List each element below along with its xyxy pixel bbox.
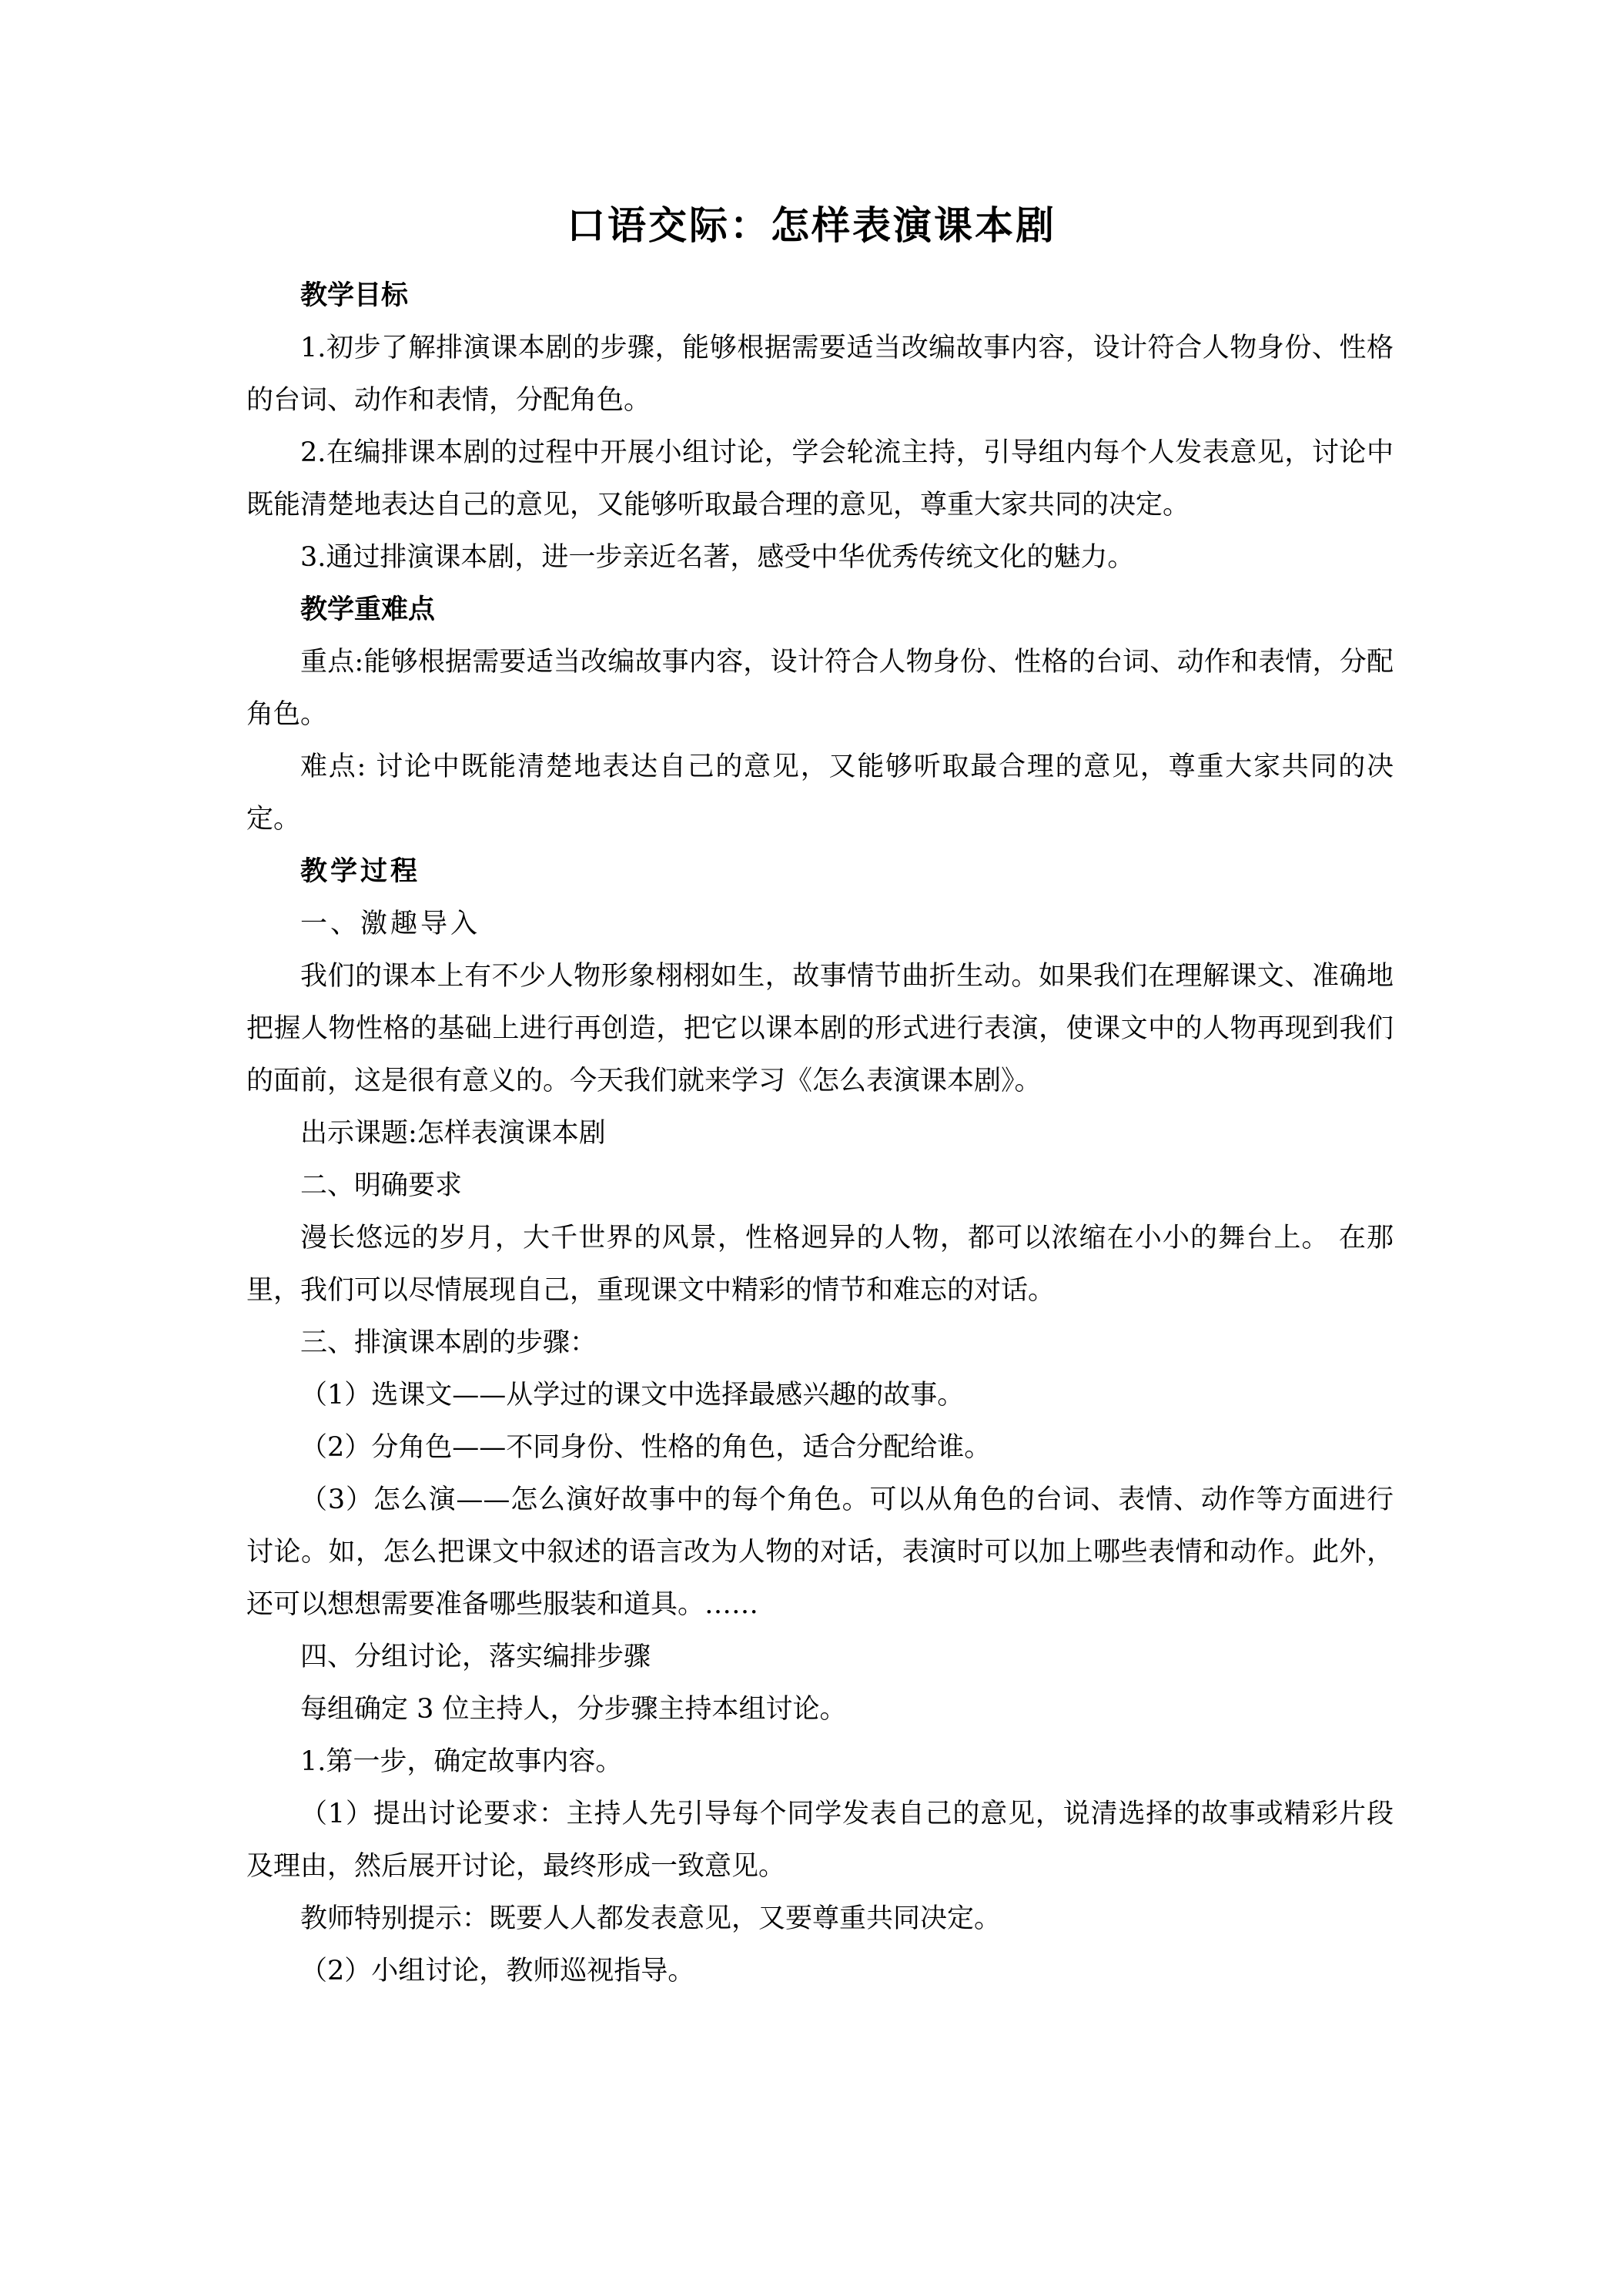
document-body (246, 269, 1394, 1997)
difficult-point: 难点: 讨论中既能清楚地表达自己的意见，又能够听取最合理的意见，尊重大家共同的决定。 (246, 751, 1394, 835)
step-1: （1）选课文——从学过的课文中选择最感兴趣的故事。 (300, 1380, 965, 1411)
teacher-tip: 教师特别提示：既要人人都发表意见，又要尊重共同决定。 (300, 1903, 1002, 1934)
section-4-heading: 四、分组讨论，落实编排步骤 (300, 1642, 651, 1672)
substep-1-item-1: （1）提出讨论要求：主持人先引导每个同学发表自己的意见，说清选择的故事或精彩片段及理由，然后展开讨论，最终形成一致意见。 (246, 1799, 1394, 1882)
section-3-heading: 三、排演课本剧的步骤： (300, 1327, 597, 1358)
heading-teaching-process: 教学过程 (300, 856, 421, 887)
section-2-heading: 二、明确要求 (300, 1170, 463, 1201)
section-2-text: 漫长悠远的岁月，大千世界的风景，性格迥异的人物，都可以浓缩在小小的舞台上。 在那里，我们可以尽情展现自己，重现课文中精彩的情节和难忘的对话。 (246, 1223, 1394, 1306)
substep-1-heading: 1.第一步，确定故事内容。 (300, 1746, 623, 1777)
heading-teaching-goals: 教学目标 (300, 280, 409, 311)
show-topic: 出示课题:怎样表演课本剧 (300, 1118, 606, 1149)
section-1-heading: 一、激趣导入 (300, 909, 481, 939)
document-title: 口语交际：怎样表演课本剧 (567, 203, 1056, 248)
section-4-intro: 每组确定 3 位主持人，分步骤主持本组讨论。 (300, 1694, 847, 1725)
step-2: （2）分角色——不同身份、性格的角色，适合分配给谁。 (300, 1432, 992, 1463)
goal-2: 2.在编排课本剧的过程中开展小组讨论，学会轮流主持，引导组内每个人发表意见，讨论中既能清楚地表达自己的意见，又能够听取最合理的意见，尊重大家共同的决定。 (246, 437, 1394, 520)
key-point: 重点:能够根据需要适当改编故事内容，设计符合人物身份、性格的台词、动作和表情，分配角色。 (246, 647, 1394, 730)
substep-1-item-2: （2）小组讨论，教师巡视指导。 (300, 1956, 695, 1986)
goal-3: 3.通过排演课本剧，进一步亲近名著，感受中华优秀传统文化的魅力。 (300, 542, 1135, 573)
goal-1: 1.初步了解排演课本剧的步骤，能够根据需要适当改编故事内容，设计符合人物身份、性格的台词、动作和表情，分配角色。 (246, 333, 1394, 416)
step-3: （3）怎么演——怎么演好故事中的每个角色。可以从角色的台词、表情、动作等方面进行讨论。如，怎么把课文中叙述的语言改为人物的对话，表演时可以加上哪些表情和动作。此外，还可以想想需要准备哪些服装和道具。…… (246, 1484, 1394, 1620)
section-1-text: 我们的课本上有不少人物形象栩栩如生，故事情节曲折生动。如果我们在理解课文、准确地把握人物性格的基础上进行再创造，把它以课本剧的形式进行表演，使课文中的人物再现到我们的面前，这是很有意义的。今天我们就来学习《怎么表演课本剧》。 (246, 961, 1394, 1096)
heading-key-points: 教学重难点 (300, 594, 436, 625)
